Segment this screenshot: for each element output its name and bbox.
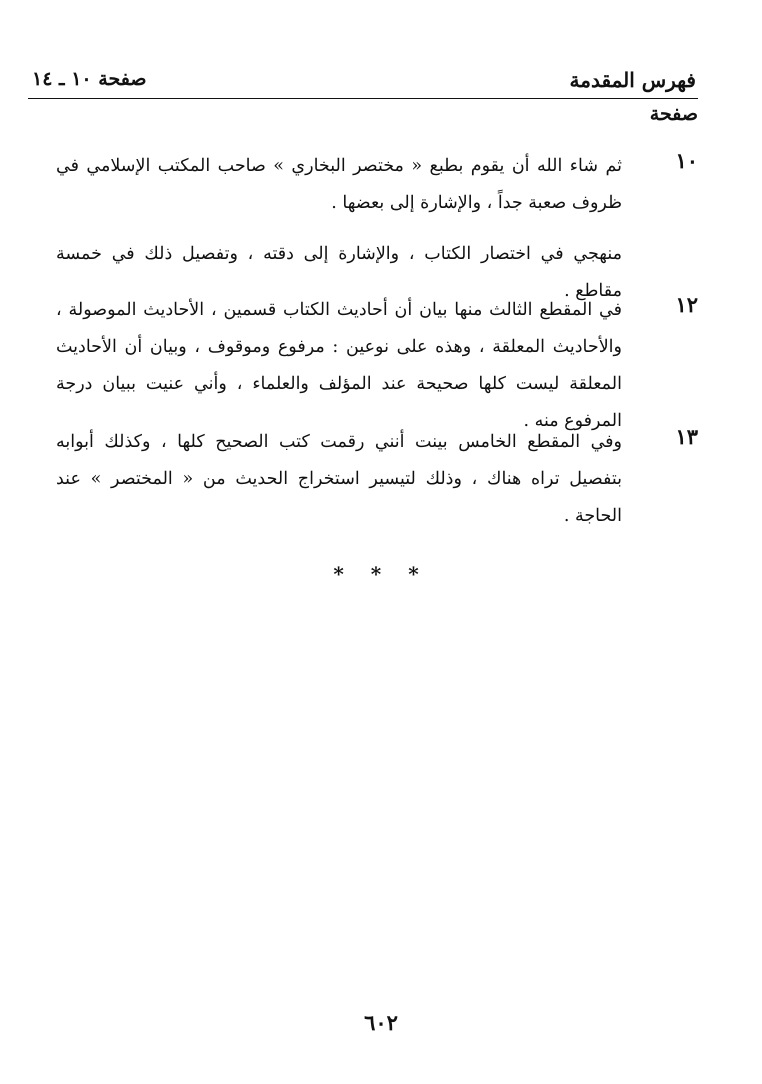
entry-text: منهجي في اختصار الكتاب ، والإشارة إلى دقته ، وتفصيل ذلك في خمسة مقاطع .: [56, 244, 622, 301]
header-title: فهرس المقدمة: [569, 68, 696, 92]
entry-page-number: ١٢: [675, 292, 698, 317]
header-page-range: صفحة ١٠ ـ ١٤: [32, 68, 147, 90]
entry-text: في المقطع الثالث منها بيان أن أحاديث الكتاب قسمين ، الأحاديث الموصولة ، والأحاديث المعلقة ، وهذه على نوعين : مرفوع وموقوف ، وبيان أن الأحاديث المعلقة ليست كلها صحيحة عند المؤلف والعلماء ، وأني عنيت ببيان درجة المرفوع منه .: [56, 300, 622, 431]
entry-text: وفي المقطع الخامس بينت أنني رقمت كتب الصحيح كلها ، وكذلك أبوابه بتفصيل تراه هناك ، وذلك لتيسير استخراج الحديث من « المختصر » عند الحاجة .: [56, 432, 622, 526]
entry-text: ثم شاء الله أن يقوم بطبع « مختصر البخاري » صاحب المكتب الإسلامي في ظروف صعبة جداً ، والإشارة إلى بعضها .: [56, 156, 622, 213]
running-header: [28, 64, 698, 99]
section-separator: * * *: [333, 562, 429, 586]
entry-page-number: ١٣: [675, 424, 698, 449]
page-column-label: صفحة: [649, 103, 698, 125]
entry-page-number: ١٠: [675, 148, 698, 173]
page-number: ٦٠٢: [364, 1010, 398, 1035]
